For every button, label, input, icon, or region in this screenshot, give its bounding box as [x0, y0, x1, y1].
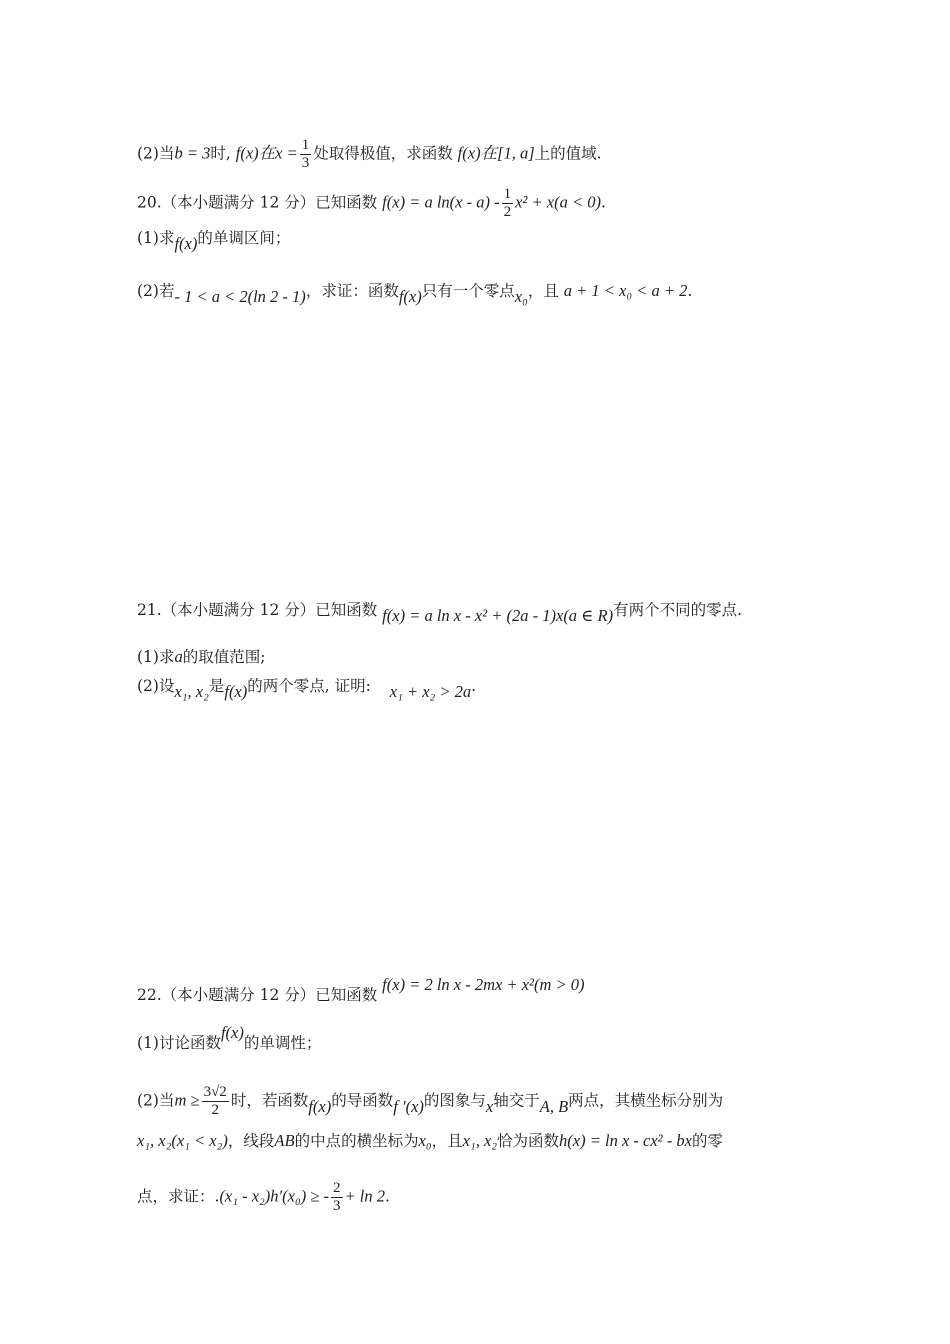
q20-p2-text-b: ，求证：函数	[305, 282, 399, 300]
q21-p2-text-c: 的两个零点, 证明:	[247, 677, 371, 695]
q22-part2-line2	[137, 1130, 723, 1152]
q22-l2-text-e: 的零	[691, 1132, 723, 1150]
q21-p2-text-a: (2)设	[137, 677, 175, 695]
q22-l3-end: .	[384, 1187, 390, 1206]
q20-part1	[137, 227, 291, 253]
q21-head-text: 21.（本小题满分 12 分）已知函数	[137, 601, 378, 619]
q22-p1-text-b: 的单调性；	[243, 1034, 322, 1052]
q19-math-b: b = 3	[174, 143, 211, 163]
q20-frac-den: 2	[503, 204, 512, 220]
q22-l3-text-a: 点，求证：.	[137, 1187, 220, 1206]
q22-part2-line3	[137, 1180, 390, 1215]
q22-p2-m: m ≥	[174, 1090, 200, 1110]
q19-part2-text: (2)当	[137, 144, 175, 163]
q20-p2-text-d: ，且	[527, 282, 559, 300]
q22-function: f(x) = 2 ln x - 2mx + x²(m > 0)	[382, 975, 585, 994]
q20-p1-text-b: 的单调区间；	[197, 229, 291, 247]
q22-p2-text-a: (2)当	[137, 1091, 175, 1110]
q22-l3-expression: (x₁ - x₂)h′(x₀) ≥ -	[219, 1186, 329, 1206]
q20-frac-num: 1	[503, 186, 512, 202]
q22-p2-text-e: 轴交于	[493, 1091, 540, 1110]
q20-p2-fx: f(x)	[398, 287, 422, 306]
q20-p2-inequality: a + 1 < x₀ < a + 2	[563, 281, 688, 300]
q22-p2-text-c: 的导函数	[331, 1091, 394, 1110]
q20-function-b: x² + x(a < 0)	[515, 192, 601, 212]
q22-p2-text-b: 时，若函数	[230, 1091, 309, 1110]
q22-p2-fx: f(x)	[308, 1096, 332, 1116]
q22-heading	[137, 975, 585, 1006]
q19-text: 时,	[210, 144, 231, 163]
q22-l2-roots: x₁, x₂(x₁ < x₂)	[137, 1131, 228, 1150]
q19-math-interval: f(x)在[1, a]	[457, 143, 535, 163]
q21-p2-inequality: x₁ + x₂ > 2a	[389, 682, 472, 701]
q21-p2-text-b: 是	[208, 677, 225, 695]
q22-l2-ab: AB	[274, 1131, 295, 1150]
q20-heading	[137, 186, 606, 221]
q20-p2-text-c: 只有一个零点	[421, 282, 515, 300]
q22-l2-text-a: ，线段	[227, 1132, 275, 1150]
q20-p2-condition: - 1 < a < 2(ln 2 - 1)	[174, 287, 306, 306]
q22-fraction	[202, 1084, 229, 1119]
q19-frac-den: 3	[301, 155, 310, 171]
q20-end: .	[600, 193, 606, 212]
q20-p1-text: (1)求	[137, 229, 175, 247]
q22-p2-points: A, B	[539, 1096, 569, 1116]
q21-p2-roots: x₁, x₂	[174, 682, 209, 701]
q19-math-fx: f(x)在x =	[235, 143, 298, 163]
q22-p2-text-d: 的图象与	[423, 1091, 486, 1110]
q21-part1	[137, 646, 265, 668]
q21-p1-text-b: 的取值范围;	[182, 648, 266, 666]
q21-function: f(x) = a ln x - x² + (2a - 1)x(a ∈ R)	[382, 606, 614, 625]
q22-frac-den: 2	[211, 1102, 219, 1118]
q22-l2-text-c: ，且	[431, 1132, 463, 1150]
q20-p2-x0: x₀	[514, 287, 528, 306]
q22-p2-text-f: 两点，其横坐标分别为	[568, 1091, 724, 1110]
q21-part2	[137, 675, 477, 701]
q22-l3-frac-num: 2	[333, 1180, 341, 1196]
q21-p2-end: .	[471, 677, 477, 695]
q20-p1-math: f(x)	[174, 234, 198, 253]
q22-l2-text-b: 的中点的横坐标为	[294, 1132, 419, 1150]
q22-p1-fx: f(x)	[220, 1023, 244, 1042]
q20-p2-text-a: (2)若	[137, 282, 175, 300]
q22-l3-frac-den: 3	[333, 1198, 341, 1214]
q20-function-a: f(x) = a ln(x - a) -	[382, 192, 500, 212]
q21-p1-math: a	[174, 647, 183, 666]
q22-p2-fprime: f ′(x)	[393, 1096, 424, 1116]
q19-frac-num: 1	[301, 137, 310, 153]
q22-l3-ln2: + ln 2	[344, 1186, 385, 1206]
q21-p2-fx: f(x)	[224, 682, 248, 701]
q22-l2-x0: x₀	[418, 1131, 432, 1150]
q22-head-text: 22.（本小题满分 12 分）已知函数	[137, 986, 378, 1004]
q22-part1	[137, 1023, 322, 1054]
q19-text-c: 处取得极值，求函数	[313, 144, 453, 163]
q21-tail: 有两个不同的零点.	[613, 601, 743, 619]
q20-head-text: 20.（本小题满分 12 分）已知函数	[137, 193, 378, 212]
q22-part2-line1	[137, 1084, 723, 1119]
q21-heading	[137, 599, 743, 625]
q20-fraction	[502, 186, 514, 221]
q22-l2-x1x2: x₁, x₂	[462, 1131, 498, 1150]
q22-l2-text-d: 恰为函数	[497, 1132, 560, 1150]
q19-fraction	[300, 137, 312, 172]
q19-text-d: 上的值域.	[534, 144, 602, 163]
q22-p2-x-axis: x	[485, 1096, 494, 1116]
q22-l3-fraction	[331, 1180, 343, 1215]
q20-part2	[137, 280, 693, 306]
q21-p1-text-a: (1)求	[137, 648, 175, 666]
q19-part2	[137, 137, 602, 172]
q22-l2-hx: h(x) = ln x - cx² - bx	[559, 1131, 692, 1150]
q22-frac-num: 3√2	[203, 1084, 227, 1100]
q20-p2-end: .	[687, 282, 693, 300]
q22-p1-text-a: (1)讨论函数	[137, 1034, 221, 1052]
